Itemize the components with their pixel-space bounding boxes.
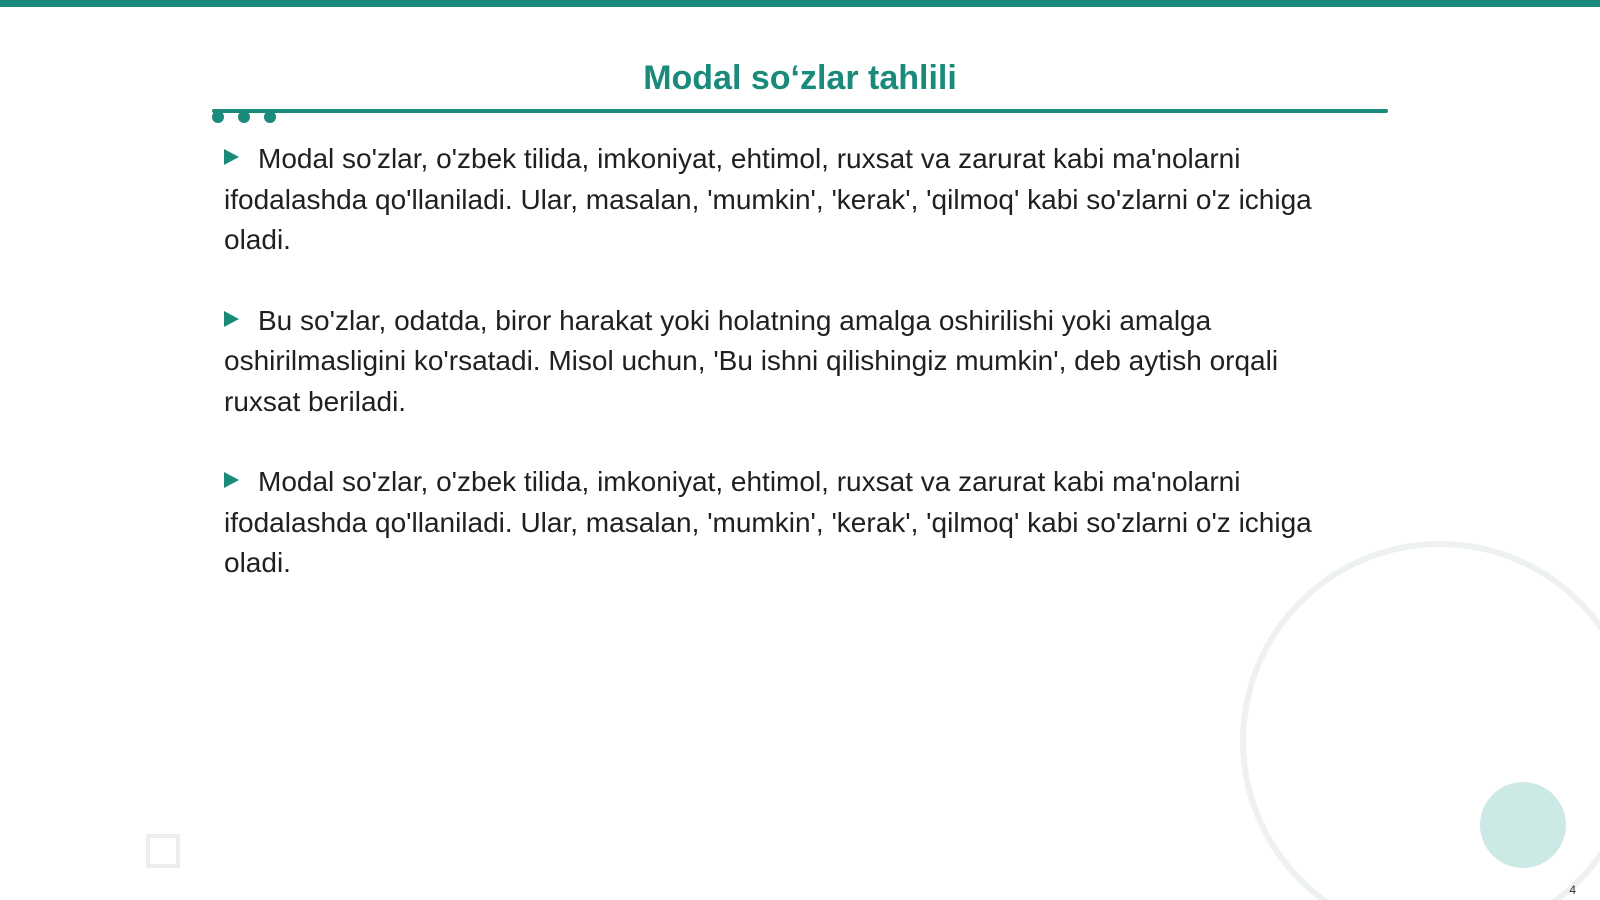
dot-icon	[238, 111, 250, 123]
bullet-text: Modal so'zlar, o'zbek tilida, imkoniyat, ehtimol, ruxsat va zarurat kabi ma'nolarni ifodalashda qo'llaniladi. Ular, masalan, 'mumkin', 'kerak', 'qilmoq' kabi so'zlarni o'z ichiga oladi.	[224, 466, 1312, 578]
title-underline	[212, 109, 1388, 113]
page-number: 4	[1569, 883, 1576, 897]
bullet-item	[224, 462, 1354, 584]
bullet-item	[224, 139, 1354, 261]
slide-title: Modal so‘zlar tahlili	[643, 59, 957, 97]
decorative-square	[146, 834, 180, 868]
triangle-right-icon	[224, 149, 239, 165]
bullet-text: Modal so'zlar, o'zbek tilida, imkoniyat, ehtimol, ruxsat va zarurat kabi ma'nolarni ifodalashda qo'llaniladi. Ular, masalan, 'mumkin', 'kerak', 'qilmoq' kabi so'zlarni o'z ichiga oladi.	[224, 143, 1312, 255]
top-accent-bar	[0, 0, 1600, 7]
decorative-circle-filled	[1480, 782, 1566, 868]
triangle-right-icon	[224, 472, 239, 488]
bullet-item	[224, 301, 1354, 423]
dot-icon	[264, 111, 276, 123]
bullet-list	[224, 139, 1354, 624]
dot-icon	[212, 111, 224, 123]
title-dots-decoration	[212, 111, 282, 125]
bullet-text: Bu so'zlar, odatda, biror harakat yoki holatning amalga oshirilishi yoki amalga oshirilmasligini ko'rsatadi. Misol uchun, 'Bu ishni qilishingiz mumkin', deb aytish orqali ruxsat beriladi.	[224, 304, 1279, 417]
triangle-right-icon	[224, 311, 239, 327]
